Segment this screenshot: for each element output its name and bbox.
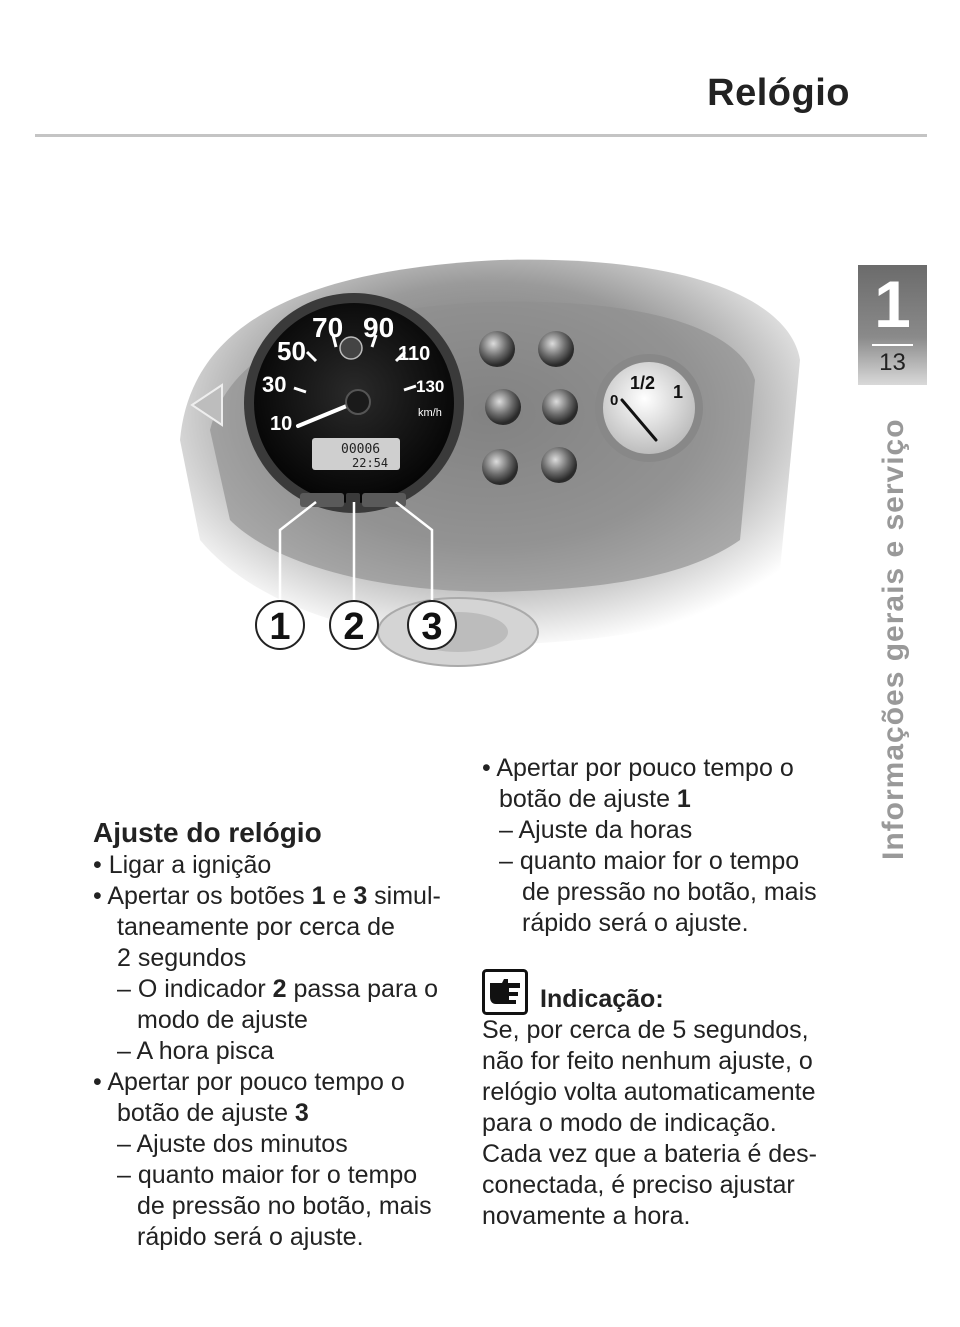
substep-continued: de pressão no botão, mais [522,878,817,906]
note-header [482,969,882,1015]
page-title: Relógio [707,72,850,114]
note-hand-icon [482,969,528,1015]
button-ref-1: 1 [311,882,326,910]
substep-speed: – quanto maior for o tempo [499,847,800,875]
callout-1: 1 [269,606,291,648]
left-column [93,816,473,1253]
chapter-number: 1 [874,267,911,341]
fuel-label-half: 1/2 [630,373,656,393]
button-ref-3: 3 [353,882,368,910]
substep-continued: de pressão no botão, mais [137,1192,432,1220]
button-ref-2: 2 [272,975,287,1003]
note-line: não for feito nenhum ajuste, o [482,1047,813,1075]
instrument-panel-photo [170,240,810,700]
step-press-short: • Apertar por pouco tempo o [93,1068,405,1096]
step-continued [482,784,882,815]
step-press-short: • Apertar por pouco tempo o [482,754,794,782]
substep-continued: modo de ajuste [137,1006,308,1034]
button-1 [300,493,344,507]
step-continued: 2 segundos [117,944,247,972]
lcd-odometer: 00006 [341,442,381,457]
callout-3: 3 [421,606,443,648]
speed-label-90: 90 [363,312,395,343]
page-number: 13 [879,349,906,376]
speed-label-10: 10 [270,413,293,435]
speed-label-70: 70 [312,312,344,343]
substep-continued: rápido será o ajuste. [522,909,749,937]
substep-text: passa para o [286,975,439,1003]
speed-label-110: 110 [398,343,431,365]
step-text: botão de ajuste [499,785,677,813]
step-ignition: • Ligar a ignição [93,851,272,879]
note-line: novamente a hora. [482,1202,691,1230]
chapter-side-title: Informações gerais e serviço [877,418,910,860]
step-continued: taneamente por cerca de [117,913,395,941]
speed-label-30: 30 [262,372,287,397]
header-divider [35,134,927,137]
step-text: botão de ajuste [117,1099,295,1127]
step-text: • Apertar os botões [93,882,312,910]
note-line: Cada vez que a bateria é des- [482,1140,817,1168]
note-line: relógio volta automaticamente [482,1078,816,1106]
button-ref-3: 3 [294,1099,309,1127]
step-text: simul- [367,882,441,910]
substep-indicator [93,974,473,1005]
note-line: Se, por cerca de 5 segundos, [482,1016,809,1044]
chapter-tab-divider [872,344,913,346]
section-heading: Ajuste do relógio [93,817,322,848]
speed-label-130: 130 [416,377,445,396]
needle-hub [346,390,370,414]
step-continued [93,1098,473,1129]
speed-unit: km/h [418,407,442,419]
lcd-clock: 22:54 [352,456,389,470]
step-text: e [325,882,354,910]
fuel-label-empty: 0 [610,392,619,409]
substep-hours: – Ajuste da horas [499,816,693,844]
right-column [482,753,882,1232]
substep-text: – O indicador [117,975,273,1003]
note-line: conectada, é preciso ajustar [482,1171,795,1199]
substep-continued: rápido será o ajuste. [137,1223,364,1251]
substep-speed: – quanto maior for o tempo [117,1161,418,1189]
speed-label-50: 50 [277,336,306,366]
warning-lamp-icon [340,337,362,359]
step-press-buttons [93,881,473,912]
note-line: para o modo de indicação. [482,1109,777,1137]
callout-2: 2 [343,606,365,648]
substep-minutes: – Ajuste dos minutos [117,1130,348,1158]
note-title: Indicação: [540,985,664,1013]
chapter-tab [858,265,927,385]
fuel-label-full: 1 [673,382,684,402]
substep-hour-blinks: – A hora pisca [117,1037,275,1065]
button-ref-1: 1 [676,785,691,813]
